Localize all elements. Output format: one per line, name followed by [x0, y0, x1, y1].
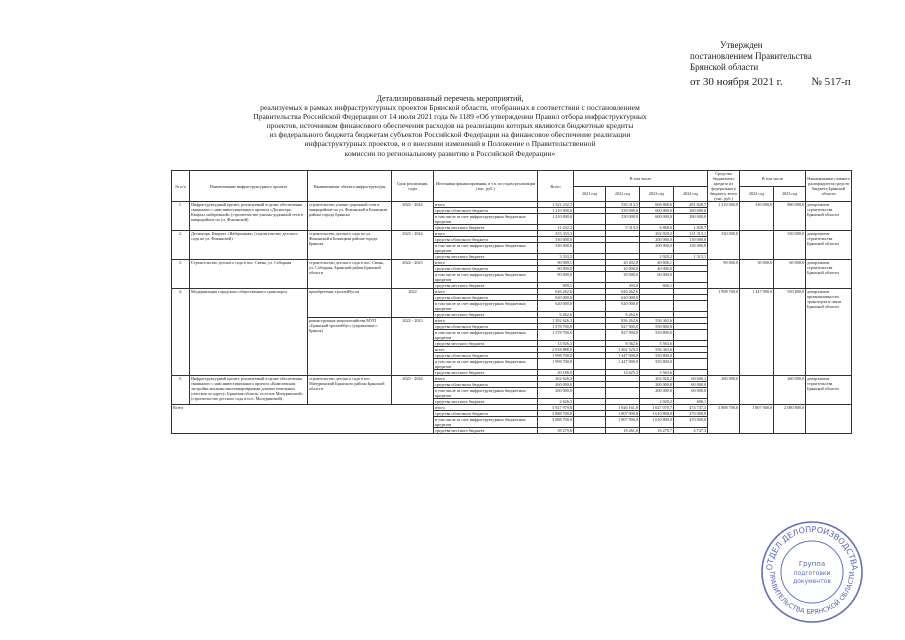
approval-number: № 517-п: [811, 76, 851, 88]
cell-source: средства областного бюджета: [434, 324, 538, 330]
cell-2022: 827 900,0: [606, 324, 640, 330]
cell-2022: 1 807 900,0: [606, 411, 640, 417]
cell-source: в том числе за счет инфраструктурных бюджетных кредитов: [434, 388, 538, 399]
cell-object: строительство улично-дорожной сети в микрорайоне по ул. Фокинской в Бежицком районе города Брянска: [308, 202, 392, 231]
stamp-outer-top-text: ОТДЕЛ ДЕЛОПРОИЗВОДСТВА: [764, 524, 860, 571]
cell-total: 1 378 700,0: [538, 330, 574, 341]
cell-2023: 16 270,7: [640, 428, 674, 434]
cell-total: 20 188,9: [538, 370, 574, 376]
cell-source: средства областного бюджета: [434, 411, 538, 417]
cell-2022: 303,0: [606, 283, 640, 289]
cell-project: Десногорь. Квартал «Набережная» (строительство детского сада по ул. Фокинской): [190, 231, 308, 260]
cell-2023: 550 800,0: [640, 324, 674, 330]
cell-total: 3 888 700,0: [538, 417, 574, 428]
cell-total: 1 392 626,3: [538, 318, 574, 324]
header-credit-2023: 2023 год: [774, 186, 806, 202]
cell-2024: 280 000,0: [674, 214, 708, 225]
cell-credit-2022: 330 000,0: [740, 202, 774, 231]
cell-num: 4.: [172, 289, 190, 376]
cell-credit-2023: 60 000,0: [774, 260, 806, 289]
cell-2021: [574, 330, 606, 341]
cell-credit-2022: [740, 376, 774, 405]
cell-total-label: Всего: [172, 405, 434, 434]
cell-2023: 600 000,0: [640, 214, 674, 225]
cell-org: департамент строительства Брянской области: [806, 202, 852, 231]
cell-2022: 620 000,0: [606, 301, 640, 312]
cell-2024: 470 000,0: [674, 417, 708, 428]
cell-credit-2023: 880 000,0: [774, 202, 806, 231]
cell-total: 6 262,6: [538, 312, 574, 318]
cell-total: 260 000,0: [538, 382, 574, 388]
title-line-1: Детализированный перечень мероприятий,: [376, 94, 524, 103]
cell-credit-2023: 260 000,0: [774, 376, 806, 405]
cell-2022: 5 313,3: [606, 225, 640, 231]
cell-2021: [574, 272, 606, 283]
header-2024: 2024 год: [674, 186, 708, 202]
cell-2023: 606 868,6: [640, 202, 674, 208]
cell-total: 12 232,3: [538, 225, 574, 231]
cell-2024: 130 000,0: [674, 243, 708, 254]
cell-2021: [574, 214, 606, 225]
cell-period: 2023 - 2024: [392, 231, 434, 260]
cell-source: в том числе за счет инфраструктурных бюджетных кредитов: [434, 417, 538, 428]
header-total: Всего: [538, 171, 574, 202]
header-2022: 2022 год: [606, 186, 640, 202]
cell-source: итого: [434, 231, 538, 237]
cell-source: в том числе за счет инфраструктурных бюджетных кредитов: [434, 359, 538, 370]
cell-source: в том числе за счет инфраструктурных бюджетных кредитов: [434, 301, 538, 312]
cell-2021: [574, 243, 606, 254]
cell-source: средства областного бюджета: [434, 295, 538, 301]
cell-2024: 60 606,1: [674, 376, 708, 382]
cell-2024: [674, 330, 708, 341]
cell-2023: 2 020,2: [640, 399, 674, 405]
cell-2023: 556 363,6: [640, 318, 674, 324]
cell-total: 39 279,8: [538, 428, 574, 434]
cell-total: 909,1: [538, 283, 574, 289]
cell-2024: 281 828,7: [674, 202, 708, 208]
cell-source: средства местного бюджета: [434, 399, 538, 405]
cell-2022: 1 462 525,3: [606, 347, 640, 353]
cell-total: 90 909,1: [538, 260, 574, 266]
header-credit: Средства бюджетного кредита из федерального бюджета, всего (тыс. руб.): [708, 171, 740, 202]
cell-credit: 3 888 700,0: [708, 405, 740, 434]
cell-credit: 1 998 700,0: [708, 289, 740, 376]
cell-source: средства местного бюджета: [434, 370, 538, 376]
cell-total: 90 000,0: [538, 272, 574, 283]
cell-credit-2022: [740, 231, 774, 260]
cell-source: средства местного бюджета: [434, 428, 538, 434]
cell-credit-2023: 550 800,0: [774, 289, 806, 376]
stamp-center-line-2: подготовки: [793, 570, 831, 577]
cell-credit: 1 210 000,0: [708, 202, 740, 231]
cell-credit-2023: 2 080 800,0: [774, 405, 806, 434]
cell-2023: 1 610 800,0: [640, 417, 674, 428]
title-line-7: комиссии по региональному развитию в Российской Федерации»: [344, 148, 556, 158]
cell-2022: 20 202,0: [606, 260, 640, 266]
cell-2022: 14 625,3: [606, 370, 640, 376]
cell-2022: 6 262,6: [606, 312, 640, 318]
title-line-6: инфраструктурных проектов, и о внесении изменений в Положение о Правительственной: [304, 139, 596, 149]
cell-project: Инфраструктурный проект, реализуемый в целях обеспечения связанного с ним инвестиционного проекта «Комплексная застройка жилыми многоквартирными домами земельных участков по адресу: Брянская область, поселок Мичуринский» (строительство детского сада в пос. Мичуринский): [190, 376, 308, 405]
cell-2024: 4 747,3: [674, 428, 708, 434]
cell-source: итого: [434, 405, 538, 411]
cell-credit-2022: 30 000,0: [740, 260, 774, 289]
stamp-center-line-1: Группа: [798, 560, 826, 568]
cell-2023: 200 000,0: [640, 382, 674, 388]
cell-2022: 8 362,6: [606, 341, 640, 347]
cell-2023: 200 000,0: [640, 243, 674, 254]
cell-2023: 550 800,0: [640, 359, 674, 370]
header-source: Источники финансирования, в т.ч. по годам реализации (тыс. руб.): [434, 171, 538, 202]
cell-2023: 2 020,2: [640, 254, 674, 260]
title-line-5: из федерального бюджета бюджетам субъектов Российской Федерации на финансовое обеспечение реализации: [269, 130, 631, 140]
cell-2024: 470 000,0: [674, 411, 708, 417]
cell-2024: 60 000,0: [674, 382, 708, 388]
measures-table: [171, 170, 852, 434]
approval-date: 30 ноября 2021 г.: [702, 76, 783, 88]
cell-total: 3 888 700,0: [538, 411, 574, 417]
cell-2024: 60 000,0: [674, 388, 708, 399]
approval-block: [690, 40, 851, 88]
title-line-3: Правительства Российской Федерации от 14 июля 2021 года № 1189 «Об утверждении Правил отбора инфраструктурных: [253, 112, 647, 122]
cell-total: 3 927 979,8: [538, 405, 574, 411]
stamp-center-line-3: документов: [793, 578, 831, 585]
cell-num: 3.: [172, 260, 190, 289]
header-2021: 2021 год: [574, 186, 606, 202]
cell-total: 262 626,3: [538, 376, 574, 382]
cell-2023: 60 000,0: [640, 272, 674, 283]
cell-2024: [674, 359, 708, 370]
header-2023: 2023 год: [640, 186, 674, 202]
cell-source: всего: [434, 347, 538, 353]
cell-object: строительство детского сада по ул. Фокинской в Бежицком районе города Брянска: [308, 231, 392, 260]
title-line-4: проектов, источником финансового обеспечения расходов на реализацию которых являются бюджетные кредиты: [266, 121, 634, 131]
cell-total: 2 018 888,9: [538, 347, 574, 353]
cell-period: 2022 - 2024: [392, 202, 434, 231]
cell-2024: [674, 301, 708, 312]
cell-period: 2022 - 2023: [392, 318, 434, 376]
cell-project: Модернизация городского общественного транспорта: [190, 289, 308, 376]
cell-2024: [674, 272, 708, 283]
cell-source: средства местного бюджета: [434, 254, 538, 260]
cell-total: 626 262,6: [538, 289, 574, 295]
document-title: [240, 94, 660, 158]
cell-total: 1 322 232,3: [538, 202, 574, 208]
cell-credit: 90 000,0: [708, 260, 740, 289]
cell-2023: 202 020,2: [640, 231, 674, 237]
cell-2022: 30 000,0: [606, 272, 640, 283]
cell-source: итого: [434, 289, 538, 295]
cell-2022: [606, 243, 640, 254]
cell-2023: 1 627 070,7: [640, 405, 674, 411]
approval-date-prefix: от: [690, 76, 701, 88]
cell-project: Строительство детского сада в пос. Свень, ул. Соборная: [190, 260, 308, 289]
cell-2023: 1 610 800,0: [640, 411, 674, 417]
cell-credit-2022: 1 807 900,0: [740, 405, 774, 434]
header-period: Срок реализации, годы: [392, 171, 434, 202]
cell-total: 1 998 700,0: [538, 353, 574, 359]
cell-source: средства областного бюджета: [434, 237, 538, 243]
header-incl-credit: В том числе: [740, 171, 806, 187]
cell-2023: 600 000,0: [640, 208, 674, 214]
title-line-2: реализуемых в рамках инфраструктурных проектов Брянской области, отобранных в соответствии с постановлением: [260, 103, 640, 113]
cell-total: 620 000,0: [538, 295, 574, 301]
header-incl: В том числе: [574, 171, 708, 187]
cell-credit-2022: 1 447 900,0: [740, 289, 774, 376]
cell-total: 330 000,0: [538, 243, 574, 254]
cell-2022: [606, 388, 640, 399]
cell-total: 3 333,3: [538, 254, 574, 260]
cell-org: департамент промышленности, транспорта и связи Брянской области: [806, 289, 852, 376]
cell-object: реконструкция энергохозяйства МУП «Брянский троллейбус» (управление г. Брянск): [308, 318, 392, 376]
cell-total: 260 000,0: [538, 388, 574, 399]
cell-2023: 5 563,6: [640, 341, 674, 347]
cell-2022: 1 826 161,8: [606, 405, 640, 411]
approval-line-2: постановлением Правительства: [690, 51, 812, 61]
cell-2022: 1 447 900,0: [606, 359, 640, 370]
cell-credit: 260 000,0: [708, 376, 740, 405]
header-org: Наименование главного распорядителя средств бюджета Брянской области: [806, 171, 852, 202]
cell-2021: [574, 359, 606, 370]
header-project: Наименование инфраструктурного проекта: [190, 171, 308, 202]
cell-2023: 556 363,6: [640, 347, 674, 353]
table-body: [172, 202, 852, 434]
cell-2023: 550 800,0: [640, 353, 674, 359]
cell-object: строительство детского сада в пос. Свень, ул. Соборная, Брянский район Брянской области: [308, 260, 392, 289]
cell-2023: 200 000,0: [640, 237, 674, 243]
cell-source: в том числе за счет инфраструктурных бюджетных кредитов: [434, 330, 538, 341]
cell-2022: 1 447 900,0: [606, 353, 640, 359]
cell-total: 1 210 000,0: [538, 214, 574, 225]
cell-2024: 474 747,3: [674, 405, 708, 411]
cell-2022: 1 807 900,0: [606, 417, 640, 428]
cell-2024: 1 313,1: [674, 254, 708, 260]
cell-num: 5.: [172, 376, 190, 405]
cell-2021: [574, 417, 606, 428]
cell-period: 2022: [392, 289, 434, 318]
cell-object: строительство детского сада в пос. Мичуринский Брянского района Брянской области: [308, 376, 392, 405]
cell-period: 2022 - 2023: [392, 260, 434, 289]
cell-credit: 330 000,0: [708, 231, 740, 260]
cell-2022: 18 261,6: [606, 428, 640, 434]
cell-2023: [640, 301, 674, 312]
cell-2024: 130 000,0: [674, 237, 708, 243]
cell-source: средства местного бюджета: [434, 283, 538, 289]
stamp-outer-bottom-text: ПРАВИТЕЛЬСТВА БРЯНСКОЙ ОБЛАСТИ: [767, 571, 857, 617]
cell-2023: 606,1: [640, 283, 674, 289]
cell-total: 1 378 700,0: [538, 324, 574, 330]
cell-org: департамент строительства Брянской области: [806, 260, 852, 289]
cell-org: департамент строительства Брянской области: [806, 231, 852, 260]
cell-total: 13 926,3: [538, 341, 574, 347]
cell-source: средства областного бюджета: [434, 208, 538, 214]
cell-2024: 280 000,0: [674, 208, 708, 214]
cell-2021: [574, 388, 606, 399]
approval-line-3: Брянской области: [690, 62, 759, 72]
cell-org: [806, 405, 852, 434]
cell-2024: 1 828,7: [674, 225, 708, 231]
cell-2023: 5 563,6: [640, 370, 674, 376]
approval-line-1: Утвержден: [720, 40, 763, 50]
cell-2023: 40 606,1: [640, 260, 674, 266]
cell-2022: 330 000,0: [606, 214, 640, 225]
cell-2022: 827 900,0: [606, 330, 640, 341]
cell-2024: 606,1: [674, 399, 708, 405]
cell-total: 330 000,0: [538, 237, 574, 243]
cell-2023: 40 000,0: [640, 266, 674, 272]
header-num: № п/п: [172, 171, 190, 202]
header-object: Наименование объекта инфраструктуры: [308, 171, 392, 202]
cell-source: итого: [434, 260, 538, 266]
cell-source: средства местного бюджета: [434, 341, 538, 347]
cell-2022: 335 313,3: [606, 202, 640, 208]
cell-project: Инфраструктурный проект, реализуемый в целях обеспечения связанного с ним инвестиционного проекта «Десногорь. Квартал набережной» (строительство улично-дорожной сети в микрорайоне по ул. Фокинской): [190, 202, 308, 231]
official-stamp: [760, 520, 864, 624]
cell-object: приобретение троллейбусов: [308, 289, 392, 318]
cell-source: средства местного бюджета: [434, 312, 538, 318]
cell-total: 2 626,3: [538, 399, 574, 405]
cell-source: в том числе за счет инфраструктурных бюджетных кредитов: [434, 272, 538, 283]
cell-source: в том числе за счет инфраструктурных бюджетных кредитов: [434, 243, 538, 254]
cell-num: 1.: [172, 202, 190, 231]
cell-total: 1 998 700,0: [538, 359, 574, 370]
cell-2021: [574, 301, 606, 312]
cell-source: средства областного бюджета: [434, 353, 538, 359]
cell-2023: 200 000,0: [640, 388, 674, 399]
cell-source: средства областного бюджета: [434, 382, 538, 388]
cell-total: 1 210 000,0: [538, 208, 574, 214]
cell-2023: 550 800,0: [640, 330, 674, 341]
cell-2021: [574, 428, 606, 434]
header-credit-2022: 2022 год: [740, 186, 774, 202]
cell-source: средства областного бюджета: [434, 266, 538, 272]
cell-num: 2.: [172, 231, 190, 260]
cell-2023: 202 020,2: [640, 376, 674, 382]
cell-2023: 6 868,6: [640, 225, 674, 231]
cell-source: итого: [434, 318, 538, 324]
cell-total: 620 000,0: [538, 301, 574, 312]
cell-org: департамент строительства Брянской области: [806, 376, 852, 405]
cell-source: итого: [434, 202, 538, 208]
cell-2022: 330 000,0: [606, 208, 640, 214]
cell-source: средства местного бюджета: [434, 225, 538, 231]
cell-2022: 836 262,6: [606, 318, 640, 324]
cell-2022: 20 000,0: [606, 266, 640, 272]
cell-total: 90 000,0: [538, 266, 574, 272]
approval-date-line: [690, 77, 851, 88]
cell-source: итого: [434, 376, 538, 382]
cell-period: 2023 - 2024: [392, 376, 434, 405]
cell-source: в том числе за счет инфраструктурных бюджетных кредитов: [434, 214, 538, 225]
cell-2022: 620 000,0: [606, 295, 640, 301]
cell-2022: 626 262,6: [606, 289, 640, 295]
cell-credit-2023: 330 000,0: [774, 231, 806, 260]
table-header-row-1: [172, 171, 852, 187]
cell-2024: 131 313,1: [674, 231, 708, 237]
cell-total: 333 333,3: [538, 231, 574, 237]
